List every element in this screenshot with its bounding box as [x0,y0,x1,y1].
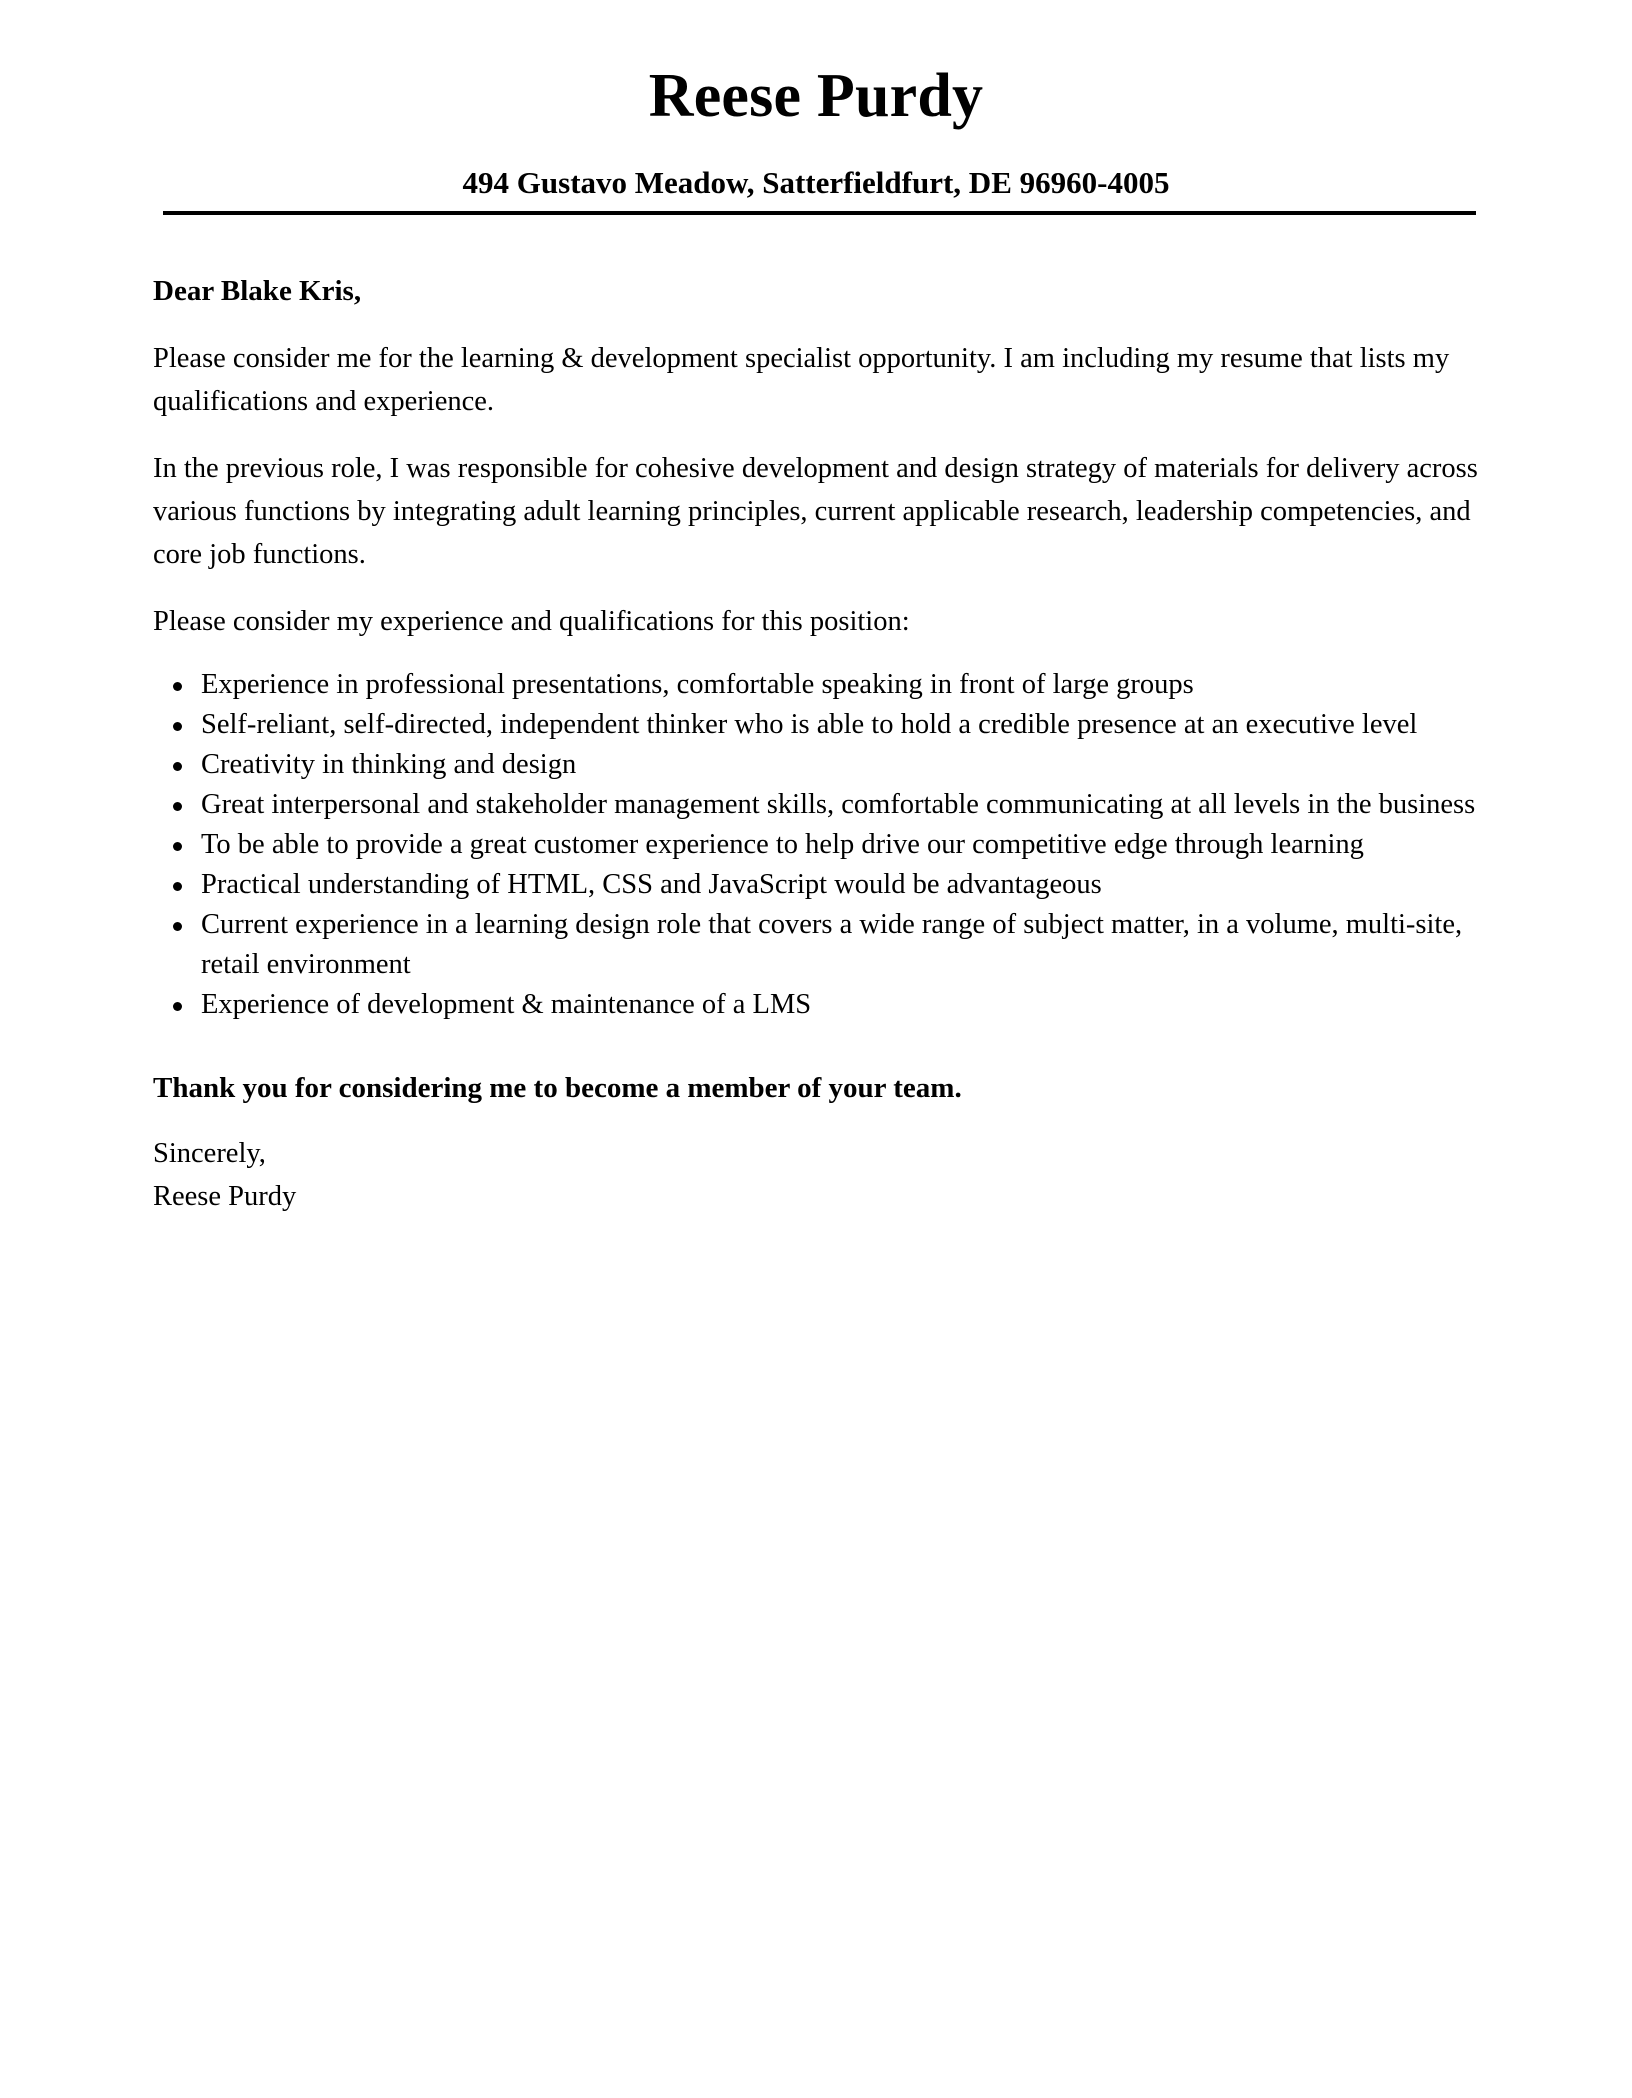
applicant-address: 494 Gustavo Meadow, Satterfieldfurt, DE 96960-4005 [462,165,1170,200]
list-item-text: Experience of development & maintenance of a LMS [201,989,812,1020]
bullet-icon [173,762,182,771]
list-item-text: Self-reliant, self-directed, independent thinker who is able to hold a credible presence at an executive level [201,709,1418,740]
header-divider [163,211,1476,215]
applicant-name-heading: Reese Purdy [648,62,984,130]
list-item-text: To be able to provide a great customer experience to help drive our competitive edge through learning [201,829,1364,860]
bullet-icon [173,1002,182,1011]
list-item [153,985,1488,1025]
list-item [153,705,1488,745]
list-item-text: Experience in professional presentations, comfortable speaking in front of large groups [201,669,1194,700]
list-item-text: Great interpersonal and stakeholder management skills, comfortable communicating at all levels in the business [201,789,1476,820]
signature: Reese Purdy [153,1181,297,1212]
list-item-text: Practical understanding of HTML, CSS and JavaScript would be advantageous [201,869,1102,900]
list-item [153,665,1488,705]
list-item-text: Current experience in a learning design role that covers a wide range of subject matter, in a volume, multi-site, retail environment [201,909,1463,980]
list-item-text: Creativity in thinking and design [201,749,577,780]
bullet-icon [173,922,182,931]
list-item [153,745,1488,785]
bullet-icon [173,682,182,691]
closing: Sincerely, [153,1138,266,1169]
list-item [153,905,1488,985]
bullet-icon [173,802,182,811]
bullet-icon [173,842,182,851]
thank-you-line: Thank you for considering me to become a member of your team. [153,1072,962,1104]
salutation: Dear Blake Kris, [153,275,362,307]
experience-paragraph: In the previous role, I was responsible for cohesive development and design strategy of materials for delivery across various functions by integrating adult learning principles, current applicable research, leadership competencies, and core job functions. [153,453,1478,570]
letter-body [153,270,1488,1218]
intro-paragraph: Please consider me for the learning & development specialist opportunity. I am including my resume that lists my qualifications and experience. [153,343,1450,417]
list-item [153,825,1488,865]
bullet-icon [173,722,182,731]
qualifications-lead-in: Please consider my experience and qualifications for this position: [153,606,910,637]
bullet-icon [173,882,182,891]
qualifications-list [153,665,1488,1025]
list-item [153,865,1488,905]
list-item [153,785,1488,825]
